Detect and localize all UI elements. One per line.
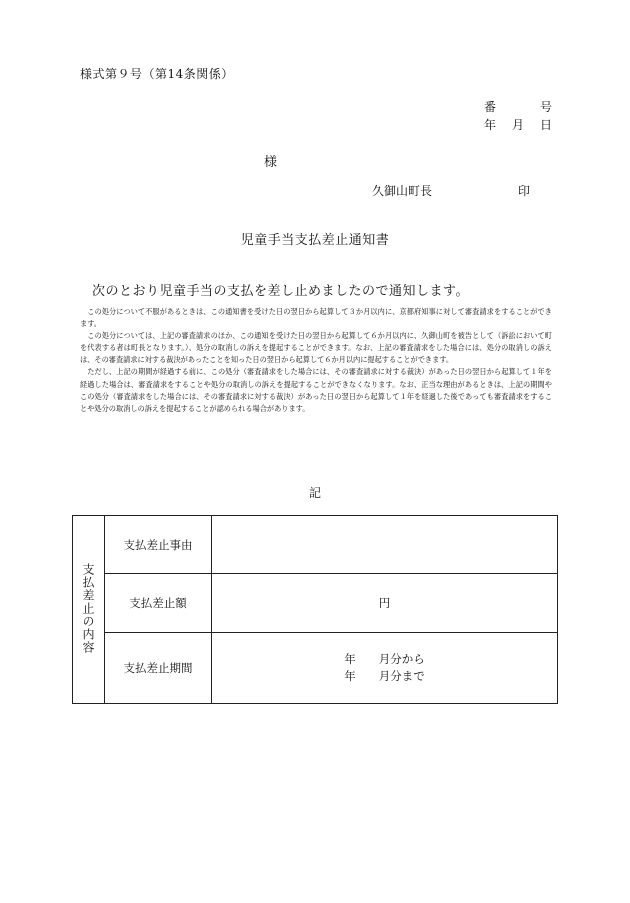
table-row bbox=[73, 633, 558, 704]
reason-value bbox=[212, 516, 558, 574]
note-paragraph: この処分について不服があるときは、この通知書を受けた日の翌日から起算して３か月以内に、京都府知事に対して審査請求をすることができます。 bbox=[80, 307, 552, 329]
table-row bbox=[73, 574, 558, 633]
period-value bbox=[212, 633, 558, 704]
appeal-notes bbox=[80, 306, 552, 415]
reason-label: 支払差止事由 bbox=[105, 516, 212, 574]
addressee-suffix: 様 bbox=[264, 155, 278, 170]
month-label: 月 bbox=[511, 118, 524, 132]
period-to: 年 月分まで bbox=[344, 669, 425, 683]
day-label: 日 bbox=[539, 118, 552, 132]
form-number: 様式第９号（第14条関係） bbox=[80, 67, 234, 81]
number-ban-label: 番 bbox=[484, 100, 497, 114]
number-go-label: 号 bbox=[539, 100, 552, 114]
details-table bbox=[72, 515, 558, 704]
year-label: 年 bbox=[484, 118, 497, 132]
intro-text: 次のとおり児童手当の支払を差し止めましたので通知します。 bbox=[92, 284, 469, 299]
date-line bbox=[484, 116, 552, 133]
issuer-mayor: 久御山町長 bbox=[372, 184, 433, 198]
note-paragraph: ただし、上記の期間が経過する前に、この処分（審査請求をした場合には、その審査請求に対する裁決）があった日の翌日から起算して１年を経過した場合は、審査請求をすることや処分の取消しの訴えを提起することができなくなります。なお、正当な理由があるときは、上記の期間やこの処分（審査請求をした場合には、その審査請求に対する裁決）があった日の翌日から起算して１年を経過した後であっても審査請求をすることや処分の取消しの訴えを提起することが認められる場合があります。 bbox=[80, 367, 552, 413]
row-header-label: 支払差止の内容 bbox=[81, 562, 95, 654]
table-row bbox=[73, 516, 558, 574]
ki-heading: 記 bbox=[308, 486, 321, 500]
amount-label: 支払差止額 bbox=[105, 574, 212, 633]
seal-mark: 印 bbox=[518, 184, 531, 198]
period-from: 年 月分から bbox=[344, 652, 425, 666]
note-paragraph: この処分については、上記の審査請求のほか、この通知を受けた日の翌日から起算して６か月以内に、久御山町を被告として（訴訟において町を代表する者は町長となります。）、処分の取消しの訴えを提起することができます。なお、上記の審査請求をした場合には、処分の取消しの訴えは、その審査請求に対する裁決があったことを知った日の翌日から起算して６か月以内に提起することができます。 bbox=[80, 331, 552, 365]
row-header-cell bbox=[73, 516, 105, 704]
period-label: 支払差止期間 bbox=[105, 633, 212, 704]
document-title: 児童手当支払差止通知書 bbox=[240, 233, 390, 248]
document-number-line bbox=[484, 98, 552, 115]
amount-value: 円 bbox=[212, 574, 558, 633]
